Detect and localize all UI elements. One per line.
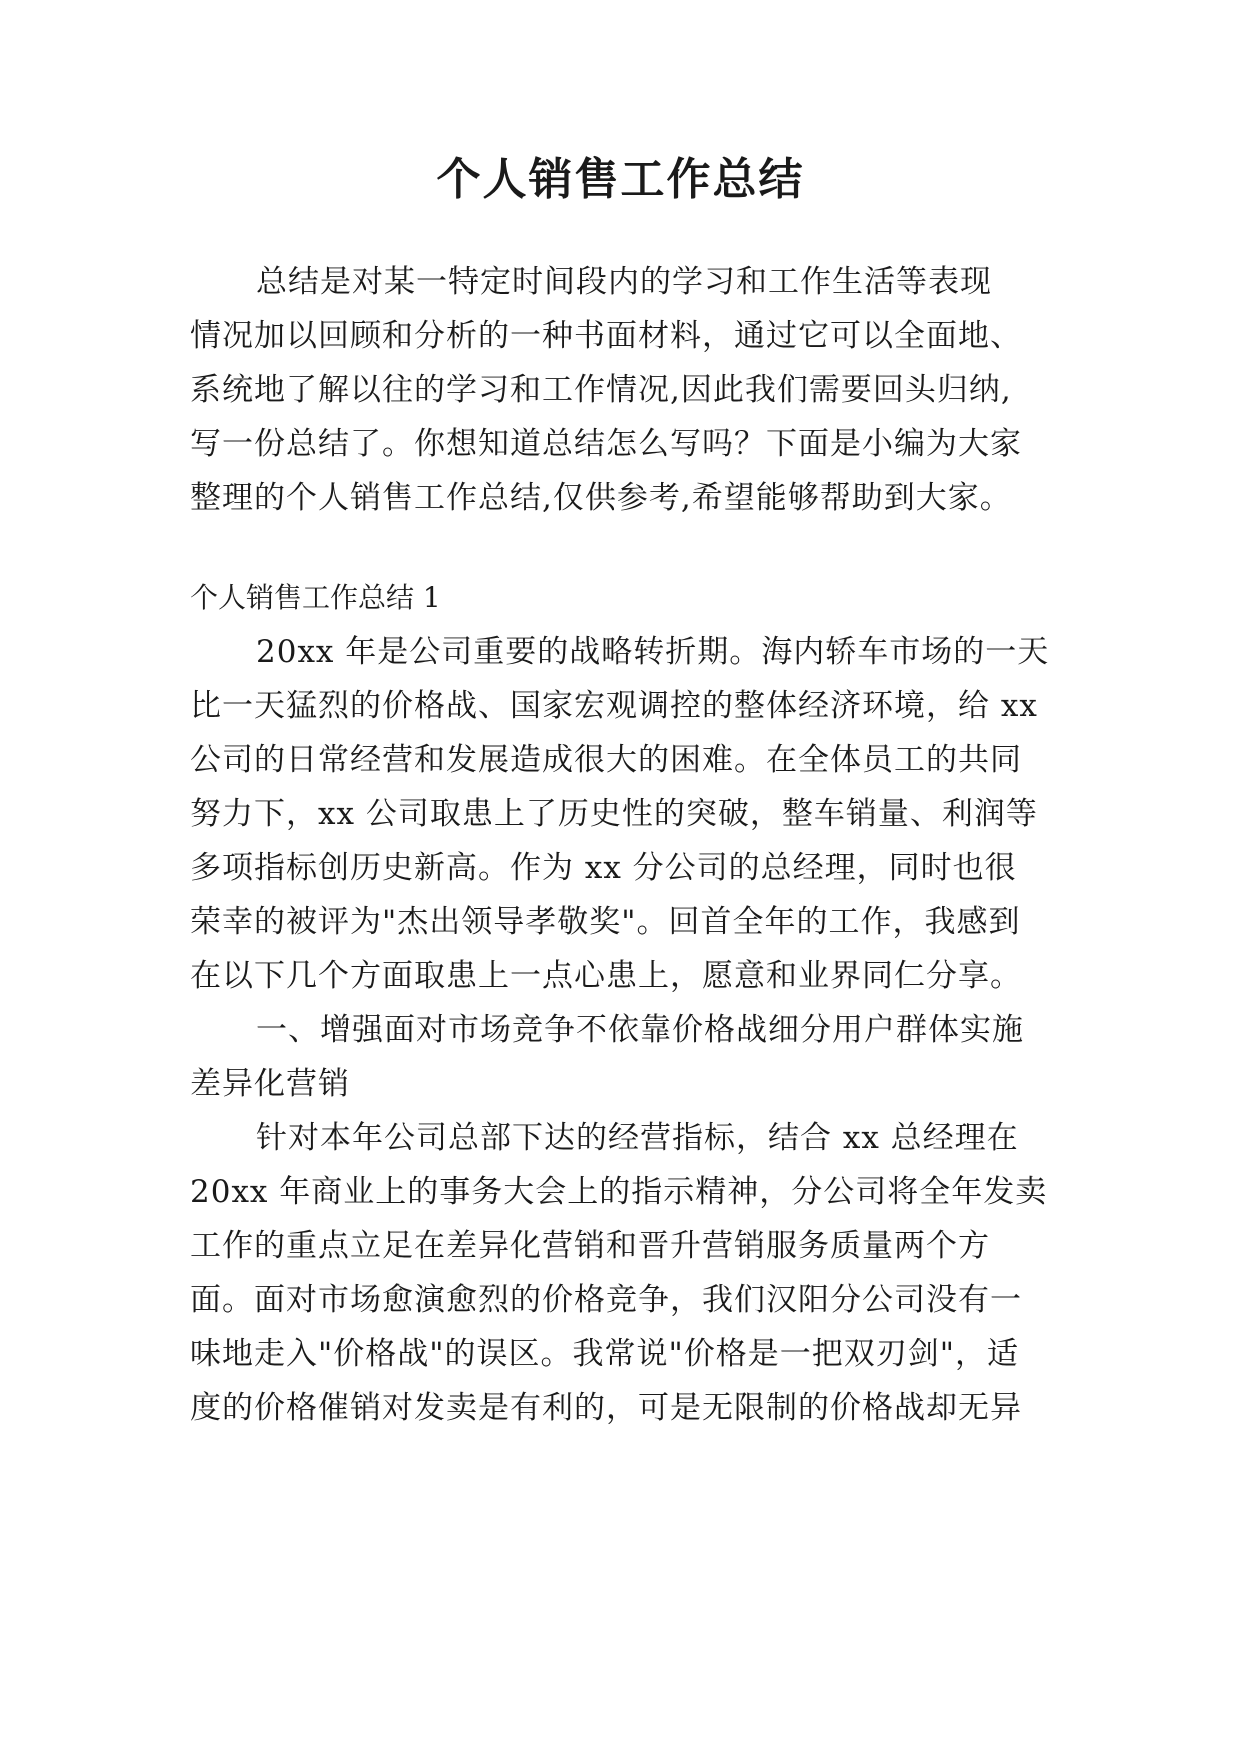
paragraph-line: 比一天猛烈的价格战、国家宏观调控的整体经济环境，给 xx: [190, 688, 1038, 724]
intro-line: 写一份总结了。你想知道总结怎么写吗？下面是小编为大家: [190, 426, 1022, 462]
intro-line: 系统地了解以往的学习和工作情况,因此我们需要回头归纳,: [190, 372, 1012, 408]
intro-line: 总结是对某一特定时间段内的学习和工作生活等表现: [256, 264, 992, 300]
paragraph-line: 荣幸的被评为"杰出领导孝敬奖"。回首全年的工作，我感到: [190, 904, 1021, 940]
subheading-line: 差异化营销: [190, 1066, 350, 1102]
section-heading: 个人销售工作总结 1: [190, 581, 441, 614]
paragraph-line: 多项指标创历史新高。作为 xx 分公司的总经理，同时也很: [190, 850, 1017, 886]
paragraph-line: 度的价格催销对发卖是有利的，可是无限制的价格战却无异: [190, 1390, 1022, 1426]
paragraph-line: 20xx 年是公司重要的战略转折期。海内轿车市场的一天: [256, 634, 1050, 670]
intro-line: 情况加以回顾和分析的一种书面材料，通过它可以全面地、: [190, 318, 1022, 354]
paragraph-line: 努力下，xx 公司取患上了历史性的突破，整车销量、利润等: [190, 796, 1038, 832]
intro-line: 整理的个人销售工作总结,仅供参考,希望能够帮助到大家。: [190, 480, 1012, 516]
paragraph-line: 针对本年公司总部下达的经营指标，结合 xx 总经理在: [256, 1120, 1019, 1156]
subheading-line: 一、增强面对市场竞争不依靠价格战细分用户群体实施: [256, 1012, 1024, 1048]
document-title: 个人销售工作总结: [436, 154, 805, 205]
paragraph-line: 工作的重点立足在差异化营销和晋升营销服务质量两个方: [190, 1228, 990, 1264]
paragraph-line: 味地走入"价格战"的误区。我常说"价格是一把双刃剑"，适: [190, 1336, 1020, 1372]
paragraph-line: 公司的日常经营和发展造成很大的困难。在全体员工的共同: [190, 742, 1022, 778]
paragraph-line: 面。面对市场愈演愈烈的价格竞争，我们汉阳分公司没有一: [190, 1282, 1022, 1318]
paragraph-line: 20xx 年商业上的事务大会上的指示精神，分公司将全年发卖: [190, 1174, 1048, 1210]
paragraph-line: 在以下几个方面取患上一点心患上，愿意和业界同仁分享。: [190, 958, 1022, 994]
